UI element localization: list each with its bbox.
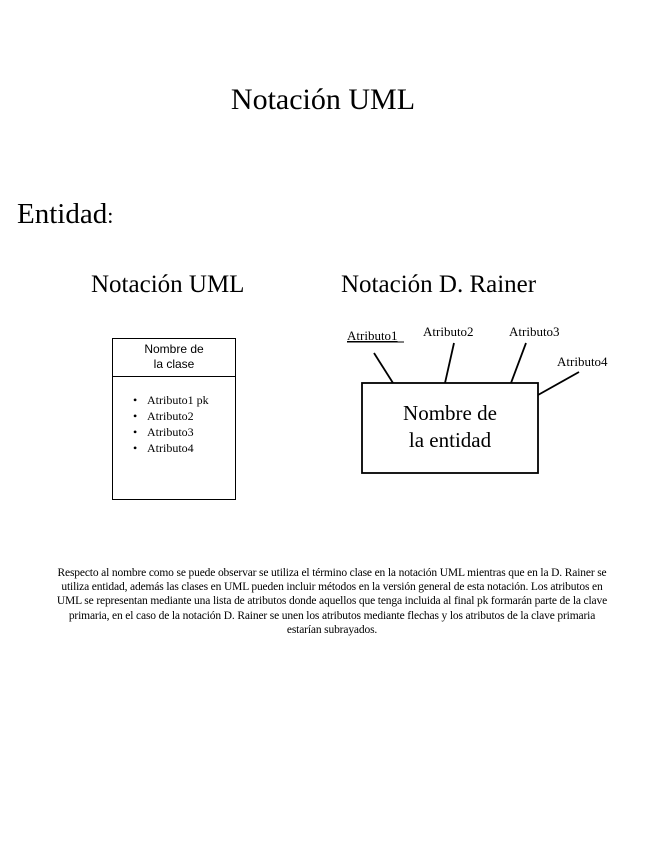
- attribute3-connector: [511, 343, 526, 383]
- bullet-icon: •: [133, 425, 138, 439]
- bullet-icon: •: [133, 409, 138, 423]
- rainer-notation-heading: Notación D. Rainer: [341, 271, 537, 298]
- uml-attribute-list: [113, 392, 235, 456]
- uml-attribute-item: • Atributo2: [133, 409, 194, 423]
- attribute2-label: Atributo2: [423, 324, 474, 339]
- uml-attribute-item: • Atributo1 pk: [133, 393, 209, 407]
- rainer-diagram-svg: [330, 315, 640, 485]
- uml-class-name: [113, 339, 235, 377]
- attribute3-label: Atributo3: [509, 324, 560, 339]
- page-title: Notación UML: [230, 83, 416, 116]
- uml-class-name-line1: Nombre de: [144, 342, 204, 356]
- attribute4-connector: [538, 372, 579, 395]
- uml-attribute-item: • Atributo4: [133, 441, 194, 455]
- entity-name-line1: Nombre de: [403, 401, 497, 425]
- bullet-icon: •: [133, 441, 138, 455]
- uml-notation-heading: Notación UML: [91, 271, 245, 298]
- section-heading-colon: :: [107, 203, 114, 228]
- attribute4-label: Atributo4: [557, 354, 608, 369]
- attribute2-connector: [445, 343, 454, 383]
- entity-name-line2: la entidad: [408, 428, 492, 452]
- uml-class-name-line2: la clase: [153, 357, 195, 371]
- uml-class-box: [112, 338, 236, 500]
- attribute1-label: Atributo1: [347, 328, 398, 343]
- bullet-icon: •: [133, 393, 138, 407]
- description-paragraph: Respecto al nombre como se puede observar se utiliza el término clase en la notación UML mientras que en la D. Rainer se utiliza entidad, además las clases en UML pueden incluir métodos en la versión general de esta notación. Los atributos en UML se representan mediante una lista de atributos donde aquellos que tenga incluida al final pk formarán parte de la clave primaria, en el caso de la notación D. Rainer se unen los atributos mediante flechas y los atributos de la clave primaria estarían subrayados.: [56, 567, 608, 636]
- section-heading-text: Entidad: [17, 198, 108, 230]
- uml-attribute-item: • Atributo3: [133, 425, 194, 439]
- section-heading: [17, 196, 113, 234]
- attribute1-connector: [374, 353, 393, 383]
- rainer-entity-diagram: [330, 315, 640, 485]
